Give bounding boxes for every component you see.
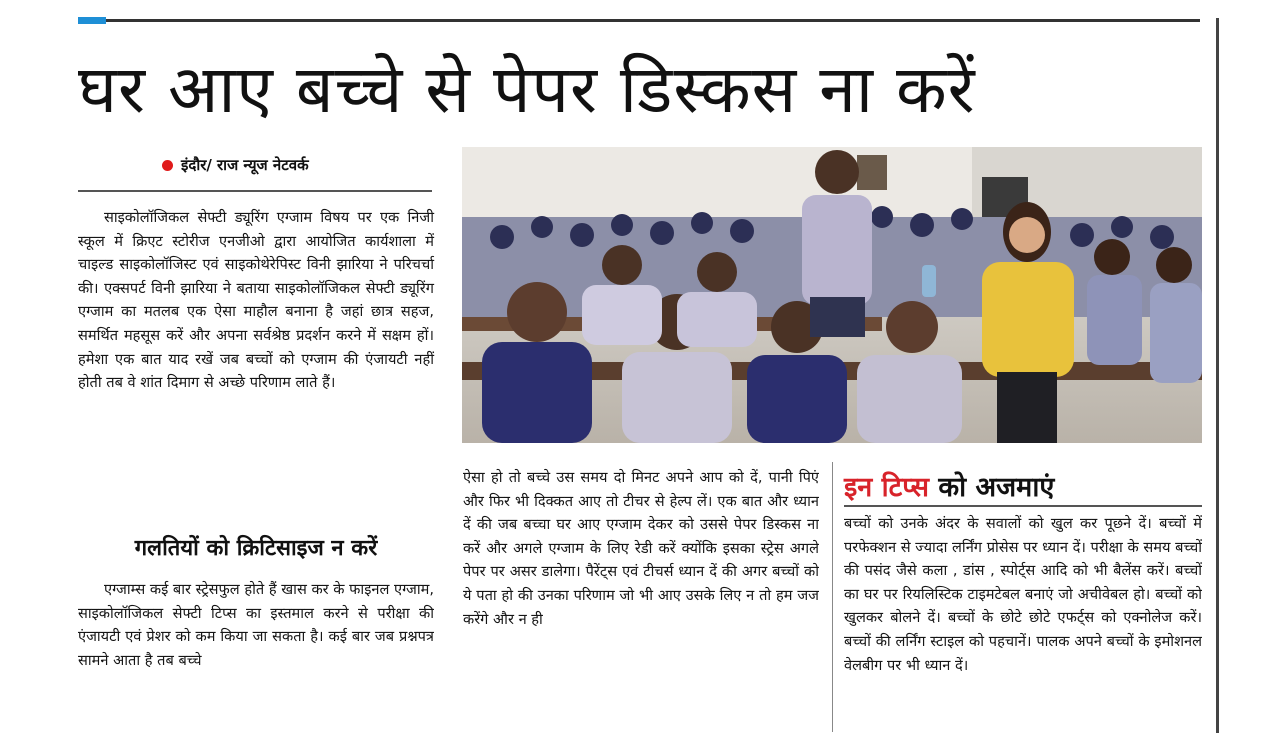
tips-heading-red: इन टिप्स (844, 472, 929, 503)
tips-heading (844, 467, 1054, 504)
article-paragraph-1: साइकोलॉजिकल सेफ्टी ड्यूरिंग एग्जाम विषय पर एक निजी स्कूल में क्रिएट स्टोरीज एनजीओ द्वारा आयोजित कार्यशाला में चाइल्ड साइकोलॉजिस्ट एवं साइकोथेरेपिस्ट विनी झारिया ने परिचर्चा की। एक्सपर्ट विनी झारिया ने बताया साइकोलॉजिकल सेफ्टी ड्यूरिंग एग्जाम का मतलब एक ऐसा माहौल बनाना है जहां छात्र सहज, समर्थित महसूस करें और अपना सर्वश्रेष्ठ प्रदर्शन करने में सक्षम हों। हमेशा एक बात याद रखें जब बच्चों को एग्जाम की एंजायटी नहीं होती तब वे शांत दिमाग से अच्छे परिणाम लाते हैं। (78, 209, 434, 392)
top-rule (78, 19, 1200, 22)
right-column-rule (1216, 18, 1219, 733)
dateline (162, 155, 309, 175)
tips-heading-black: को अजमाएं (928, 472, 1055, 503)
article-column-1 (78, 206, 434, 395)
article-paragraph-3: ऐसा हो तो बच्चे उस समय दो मिनट अपने आप को दें, पानी पिएं और फिर भी दिक्कत आए तो टीचर से हेल्प लें। एक बात और ध्यान दें की जब बच्चा घर आए एग्जाम देकर को उससे पेपर डिस्कस ना करें और अगले एग्जाम के लिए रेडी करें क्योंकि इसका स्ट्रेस अगले पेपर पर असर डालेगा। पैरेंट्स एवं टीचर्स ध्यान दें की अगर बच्चों को ये पता हो की उनका परिणाम जो भी आए उसके लिए न तो हम जज करेंगे और न ही (463, 469, 819, 628)
article-column-2 (463, 466, 819, 734)
subheading-criticize: गलतियों को क्रिटिसाइज न करें (134, 536, 378, 561)
column-separator (832, 462, 833, 732)
classroom-photo-illustration (462, 147, 1202, 443)
tips-box (844, 512, 1202, 734)
top-accent-bar (78, 17, 106, 24)
tips-text: बच्चों को उनके अंदर के सवालों को खुल कर पूछने दें। बच्चों में परफेक्शन से ज्यादा लर्निंग प्रोसेस पर ध्यान दें। परीक्षा के समय बच्चों की पसंद जैसे कला , डांस , स्पोर्ट्स आदि को भी बैलेंस करें। बच्चों का घर पर रियलिस्टिक टाइमटेबल बनाएं जो अचीवेबल हो। बच्चों को खुलकर बोलने दें। बच्चों के छोटे छोटे एफर्ट्स को एक्नोलेज करें। बच्चों की लर्निंग स्टाइल को पहचानें। पालक अपने बच्चों के इमोशनल वेलबीग पर भी ध्यान दें। (844, 515, 1202, 674)
red-dot-icon (162, 160, 173, 171)
tips-rule (844, 505, 1202, 507)
dateline-rule (78, 190, 432, 192)
article-paragraph-2: एग्जाम्स कई बार स्ट्रेसफुल होते हैं खास कर के फाइनल एग्जाम, साइकोलॉजिकल सेफ्टी टिप्स का इस्तमाल करने से परीक्षा की एंजायटी एवं प्रेशर को कम किया जा सकता है। कई बार जब प्रश्नपत्र सामने आता है तब बच्चे (78, 581, 434, 669)
headline: घर आए बच्चे से पेपर डिस्कस ना करें (78, 51, 976, 128)
classroom-photo (462, 147, 1202, 443)
article-column-1-bottom (78, 578, 434, 738)
dateline-text: इंदौर/ राज न्यूज नेटवर्क (181, 156, 309, 174)
